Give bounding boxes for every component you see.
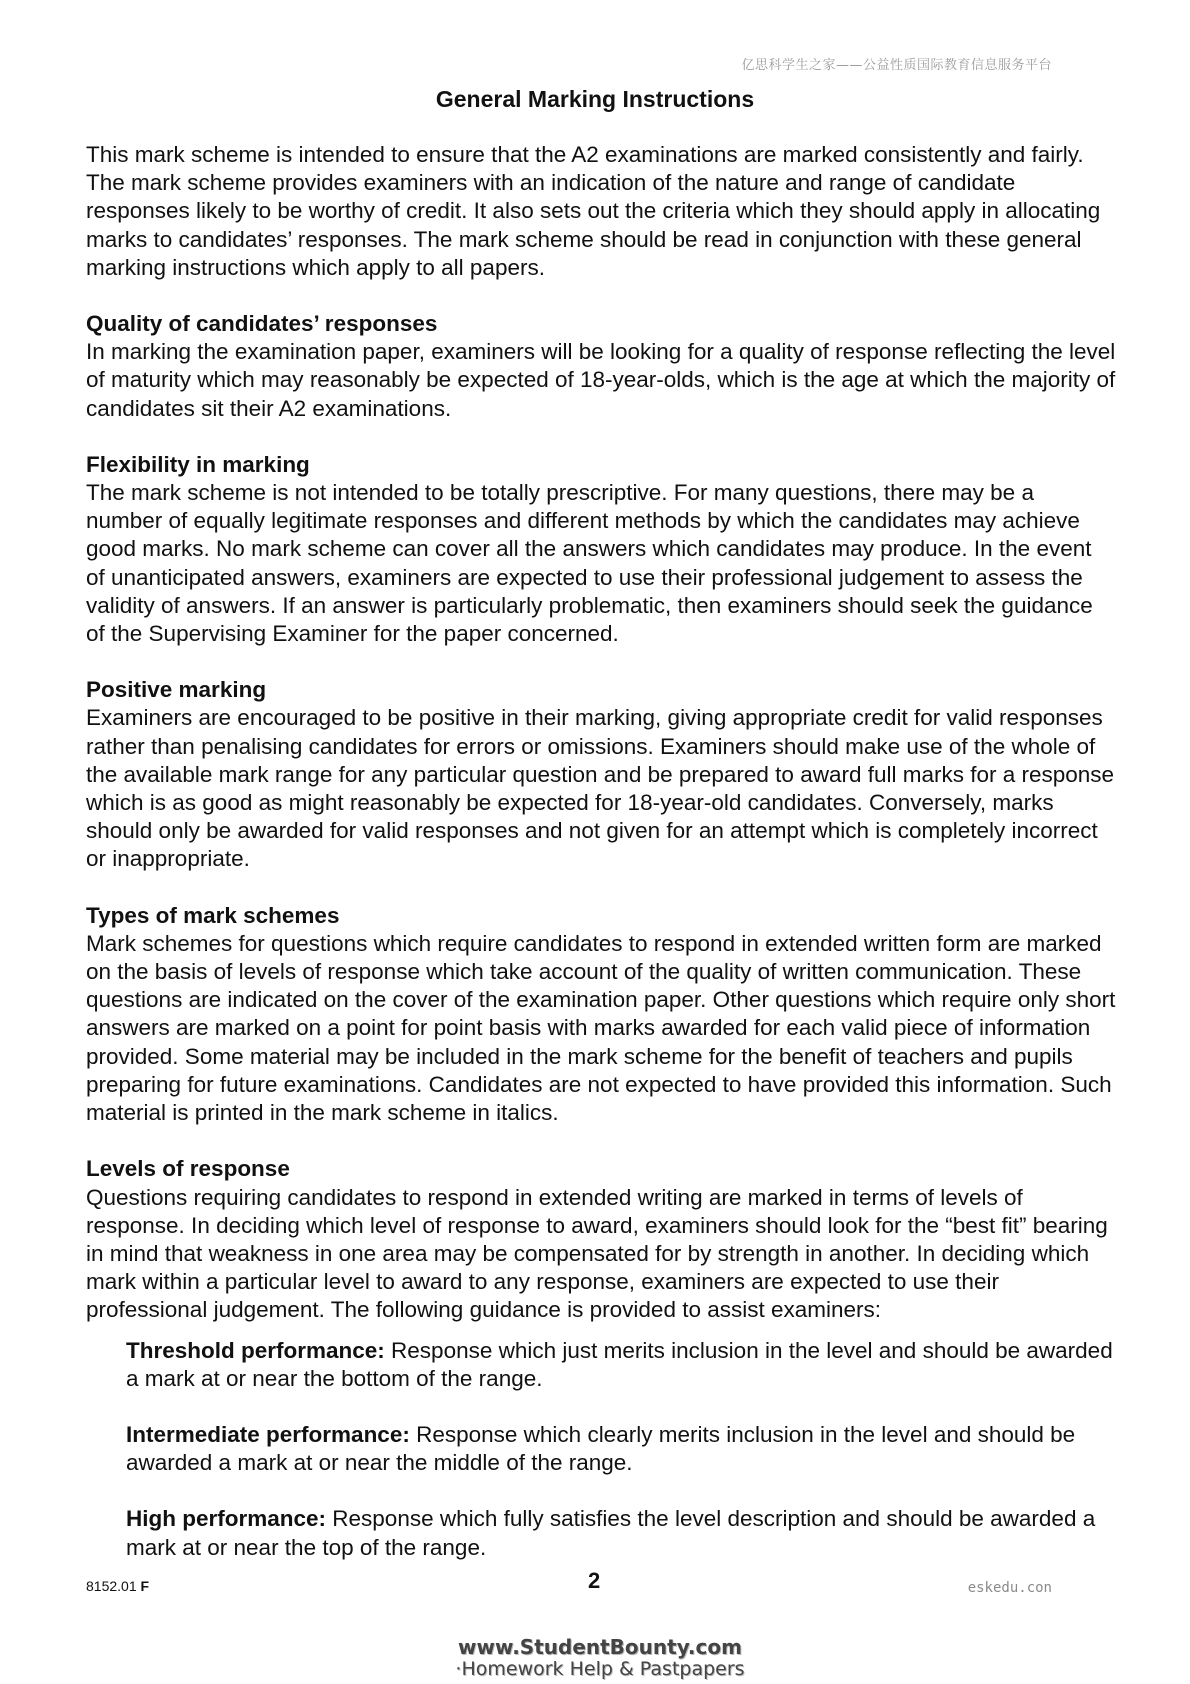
performance-label: Threshold performance:: [126, 1337, 385, 1363]
logo-line-2: ·Homework Help & Pastpapers: [455, 1658, 745, 1680]
section-body: Questions requiring candidates to respond in extended writing are marked in terms of levels of response. In deciding which level of response to award, examiners should look for the “best fit” bearing in mind that weakness in one area may be compensated for by strength in another. In deciding which mark within a particular level to award to any response, examiners are expected to use their professional judgement. The following guidance is provided to assist examiners:: [86, 1184, 1108, 1323]
page-number: 2: [588, 1568, 601, 1593]
section-heading: Flexibility in marking: [86, 451, 310, 477]
section-heading: Quality of candidates’ responses: [86, 311, 438, 337]
section-body: Examiners are encouraged to be positive in their marking, giving appropriate credit for valid responses rather than penalising candidates for errors or omissions. Examiners should make use of the whole of the available mark range for any particular question and be prepared to award full marks for a response which is as good as might reasonably be expected for 18-year-old candidates. Conversely, marks should only be awarded for valid responses and not given for an attempt which is completely incorrect or inappropriate.: [86, 705, 1115, 872]
performance-level-threshold: [126, 1337, 1116, 1393]
footer-watermark: eskedu.con: [967, 1580, 1052, 1596]
performance-level-high: [126, 1505, 1116, 1561]
performance-level-intermediate: [126, 1421, 1116, 1477]
page-title: General Marking Instructions: [435, 86, 755, 112]
top-watermark: 亿思科学生之家——公益性质国际教育信息服务平台: [741, 58, 1052, 73]
section-heading: Types of mark schemes: [86, 902, 340, 928]
section-heading: Positive marking: [86, 677, 267, 703]
logo-line-1: www.StudentBounty.com: [458, 1635, 742, 1659]
section-flexibility: [86, 451, 1116, 648]
section-body: In marking the examination paper, examiners will be looking for a quality of response reflecting the level of maturity which may reasonably be expected of 18-year-olds, which is the age at which the majority of candidates sit their A2 examinations.: [86, 339, 1116, 421]
section-positive-marking: [86, 676, 1116, 873]
section-levels-of-response: [86, 1155, 1116, 1324]
intro-paragraph: This mark scheme is intended to ensure that the A2 examinations are marked consistently and fairly. The mark scheme provides examiners with an indication of the nature and range of candidate responses likely to be worthy of credit. It also sets out the criteria which they should apply in allocating marks to candidates’ responses. The mark scheme should be read in conjunction with these general marking instructions which apply to all papers.: [86, 142, 1101, 280]
paper-code: [86, 1578, 149, 1594]
performance-label: High performance:: [126, 1506, 327, 1532]
section-quality: [86, 310, 1116, 423]
performance-label: Intermediate performance:: [126, 1421, 410, 1447]
studentbounty-logo: [440, 1636, 760, 1680]
paper-code-suffix: F: [140, 1578, 150, 1594]
section-heading: Levels of response: [86, 1156, 290, 1182]
performance-text: Response which just merits inclusion in the level and should be awarded a mark at or near the bottom of the range.: [126, 1337, 1113, 1391]
section-body: Mark schemes for questions which require candidates to respond in extended written form are marked on the basis of levels of response which take account of the quality of written communication. These questions are indicated on the cover of the examination paper. Other questions which require only short answers are marked on a point for point basis with marks awarded for each valid piece of information provided. Some material may be included in the mark scheme for the benefit of teachers and pupils preparing for future examinations. Candidates are not expected to have provided this information. Such material is printed in the mark scheme in italics.: [86, 930, 1116, 1126]
section-types-of-mark-schemes: [86, 902, 1116, 1128]
performance-text: Response which fully satisfies the level description and should be awarded a mark at or near the top of the range.: [126, 1506, 1096, 1560]
performance-text: Response which clearly merits inclusion in the level and should be awarded a mark at or near the middle of the range.: [126, 1421, 1076, 1476]
document-body: [86, 141, 1116, 1590]
performance-levels-list: [86, 1337, 1116, 1562]
paper-code-number: 8152.01: [86, 1578, 141, 1594]
section-body: The mark scheme is not intended to be totally prescriptive. For many questions, there may be a number of equally legitimate responses and different methods by which the candidates may achieve good marks. No mark scheme can cover all the answers which candidates may produce. In the event of unanticipated answers, examiners are expected to use their professional judgement to assess the validity of answers. If an answer is particularly problematic, then examiners should seek the guidance of the Supervising Examiner for the paper concerned.: [86, 480, 1093, 647]
